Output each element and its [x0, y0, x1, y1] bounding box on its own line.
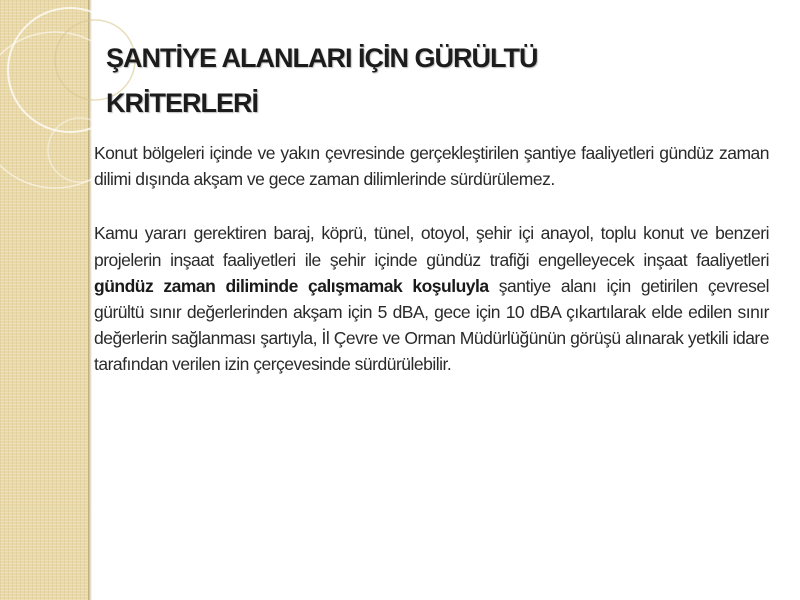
slide-title [106, 36, 766, 126]
paragraph-2-text-start: Kamu yararı gerektiren baraj, köprü, tünel, otoyol, şehir içi anayol, toplu konut ve benzeri projelerin inşaat faaliyetleri ile şehir içinde gündüz trafiği engelleyecek inşaat faaliyetleri [94, 223, 769, 270]
paragraph-2-text-end: şantiye alanı için getirilen çevresel gürültü sınır değerlerinden akşam için 5 dBA, gece için 10 dBA çıkartılarak elde edilen sınır değerlerin sağlanması şartıyla, İl Çevre ve Orman Müdürlüğünün görüşü alınarak yetkili idare tarafından verilen izin çerçevesinde sürdürülebilir. [94, 275, 769, 375]
slide-title-line-1: ŞANTİYE ALANLARI İÇİN GÜRÜLTÜ [106, 43, 538, 73]
slide-body [94, 140, 769, 378]
paragraph-residential-rule: Konut bölgeleri içinde ve yakın çevresinde gerçekleştirilen şantiye faaliyetleri gündüz zaman dilimi dışında akşam ve gece zaman dilimlerinde sürdürülemez. [94, 143, 769, 190]
paragraph-2-emphasis: gündüz zaman diliminde çalışmamak koşuluyla [94, 275, 489, 296]
paragraph-public-interest-exception [94, 220, 769, 377]
slide-title-line-2: KRİTERLERİ [106, 88, 258, 118]
